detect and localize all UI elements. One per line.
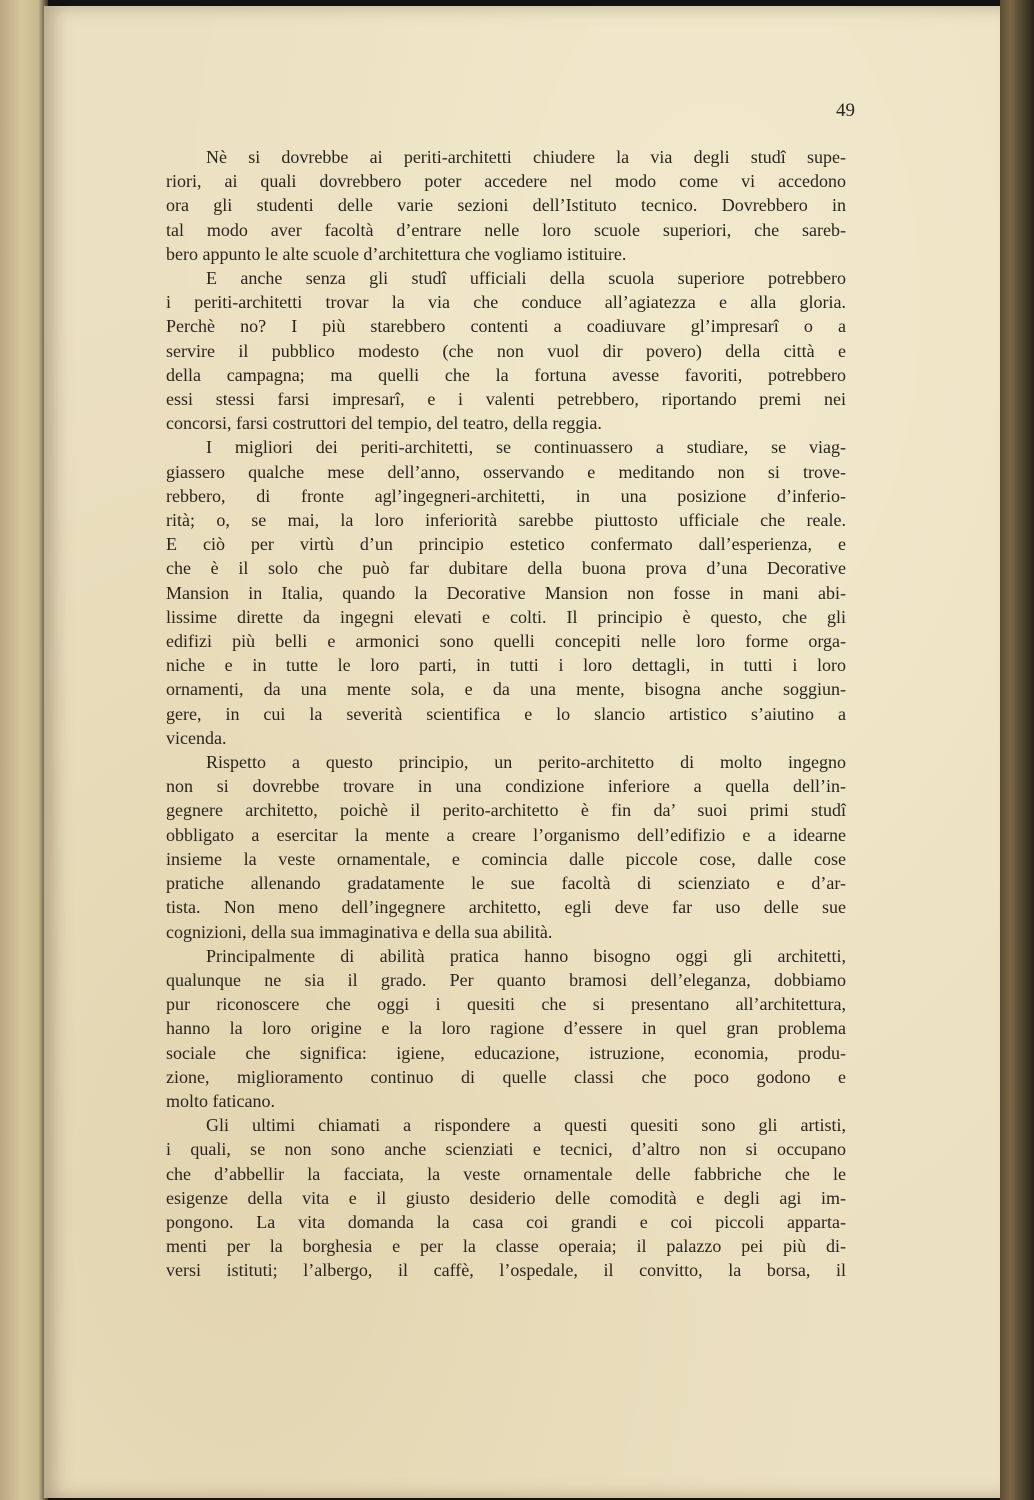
text-line: gegnere architetto, poichè il perito-architetto è fin da’ suoi primi studî xyxy=(166,800,846,821)
body-text xyxy=(166,145,846,1283)
text-line: E anche senza gli studî ufficiali della scuola superiore potrebbero xyxy=(206,268,846,289)
text-line: molto faticano. xyxy=(166,1090,275,1111)
paragraph xyxy=(166,266,846,435)
text-line: i quali, se non sono anche scienziati e tecnici, d’altro non si occupano xyxy=(166,1139,846,1160)
text-line: zione, miglioramento continuo di quelle classi che poco godono e xyxy=(166,1066,846,1087)
text-line: che è il solo che può far dubitare della buona prova d’una Decorative xyxy=(166,558,846,579)
text-line: tal modo aver facoltà d’entrare nelle loro scuole superiori, che sareb- xyxy=(166,219,846,240)
text-line: i periti-architetti trovar la via che conduce all’agiatezza e alla gloria. xyxy=(166,292,846,313)
text-line: Principalmente di abilità pratica hanno bisogno oggi gli architetti, xyxy=(206,945,846,966)
text-line: pongono. La vita domanda la casa coi grandi e coi piccoli apparta- xyxy=(166,1211,846,1232)
text-line: Nè si dovrebbe ai periti-architetti chiudere la via degli studî supe- xyxy=(206,147,846,167)
book-fore-edge xyxy=(1000,0,1034,1500)
text-line: servire il pubblico modesto (che non vuol dir povero) della città e xyxy=(166,340,846,361)
page-number: 49 xyxy=(836,100,855,121)
text-line: insieme la veste ornamentale, e comincia dalle piccole cose, dalle cose xyxy=(166,848,846,869)
text-line: rebbero, di fronte agl’ingegneri-architetti, in una posizione d’inferio- xyxy=(166,485,846,506)
text-line: I migliori dei periti-architetti, se continuassero a studiare, se viag- xyxy=(206,437,846,458)
text-line: E ciò per virtù d’un principio estetico confermato dall’esperienza, e xyxy=(166,534,846,555)
text-line: edifizi più belli e armonici sono quelli concepiti nelle loro forme orga- xyxy=(166,631,846,652)
text-line: lissime dirette da ingegni elevati e colti. Il principio è questo, che gli xyxy=(166,606,846,627)
paragraph xyxy=(166,1113,846,1282)
text-line: non si dovrebbe trovare in una condizione inferiore a quella dell’in- xyxy=(166,776,846,797)
text-line: rità; o, se mai, la loro inferiorità sarebbe piuttosto ufficiale che reale. xyxy=(166,510,846,531)
text-line: giassero qualche mese dell’anno, osservando e meditando non si trove- xyxy=(166,461,846,482)
text-line: obbligato a esercitar la mente a creare l’organismo dell’edifizio e a idearne xyxy=(166,824,846,845)
text-line: menti per la borghesia e per la classe operaia; il palazzo pei più di- xyxy=(166,1236,846,1257)
text-line: Perchè no? I più starebbero contenti a coadiuvare gl’impresarî o a xyxy=(166,316,846,337)
text-line: sociale che significa: igiene, educazione, istruzione, economia, produ- xyxy=(166,1042,846,1063)
text-line: pur riconoscere che oggi i quesiti che si presentano all’architettura, xyxy=(166,994,846,1015)
text-line: Rispetto a questo principio, un perito-architetto di molto ingegno xyxy=(206,752,846,773)
paragraph xyxy=(166,435,846,750)
text-line: bero appunto le alte scuole d’architettura che vogliamo istituire. xyxy=(166,243,627,264)
paragraph xyxy=(166,944,846,1113)
text-line: tista. Non meno dell’ingegnere architetto, egli deve far uso delle sue xyxy=(166,897,846,918)
text-line: niche e in tutte le loro parti, in tutti i loro dettagli, in tutti i loro xyxy=(166,655,846,676)
text-line: vicenda. xyxy=(166,727,227,748)
previous-page-edge xyxy=(0,0,48,1500)
text-line: Gli ultimi chiamati a rispondere a questi quesiti sono gli artisti, xyxy=(206,1115,846,1136)
paragraph xyxy=(166,145,846,266)
text-line: hanno la loro origine e la loro ragione d’essere in quel gran problema xyxy=(166,1018,846,1039)
text-line: della campagna; ma quelli che la fortuna avesse favoriti, potrebbero xyxy=(166,364,846,385)
text-line: che d’abbellir la facciata, la veste ornamentale delle fabbriche che le xyxy=(166,1163,846,1184)
text-line: riori, ai quali dovrebbero poter accedere nel modo come vi accedono xyxy=(166,171,846,192)
text-line: ora gli studenti delle varie sezioni dell’Istituto tecnico. Dovrebbero in xyxy=(166,195,846,216)
text-line: cognizioni, della sua immaginativa e della sua abilità. xyxy=(166,921,553,942)
text-line: pratiche allenando gradatamente le sue facoltà di scienziato e d’ar- xyxy=(166,873,846,894)
paragraph xyxy=(166,750,846,944)
text-line: concorsi, farsi costruttori del tempio, del teatro, della reggia. xyxy=(166,413,602,434)
text-line: versi istituti; l’albergo, il caffè, l’ospedale, il convitto, la borsa, il xyxy=(166,1260,846,1281)
text-line: Mansion in Italia, quando la Decorative Mansion non fosse in mani abi- xyxy=(166,582,846,603)
text-line: esigenze della vita e il giusto desiderio delle comodità e degli agi im- xyxy=(166,1187,846,1208)
text-line: ornamenti, da una mente sola, e da una mente, bisogna anche soggiun- xyxy=(166,679,846,700)
text-line: essi stessi farsi impresarî, e i valenti petrebbero, riportando premi nei xyxy=(166,389,846,410)
text-line: qualunque ne sia il grado. Per quanto bramosi dell’eleganza, dobbiamo xyxy=(166,969,846,990)
text-line: gere, in cui la severità scientifica e lo slancio artistico s’aiutino a xyxy=(166,703,846,724)
